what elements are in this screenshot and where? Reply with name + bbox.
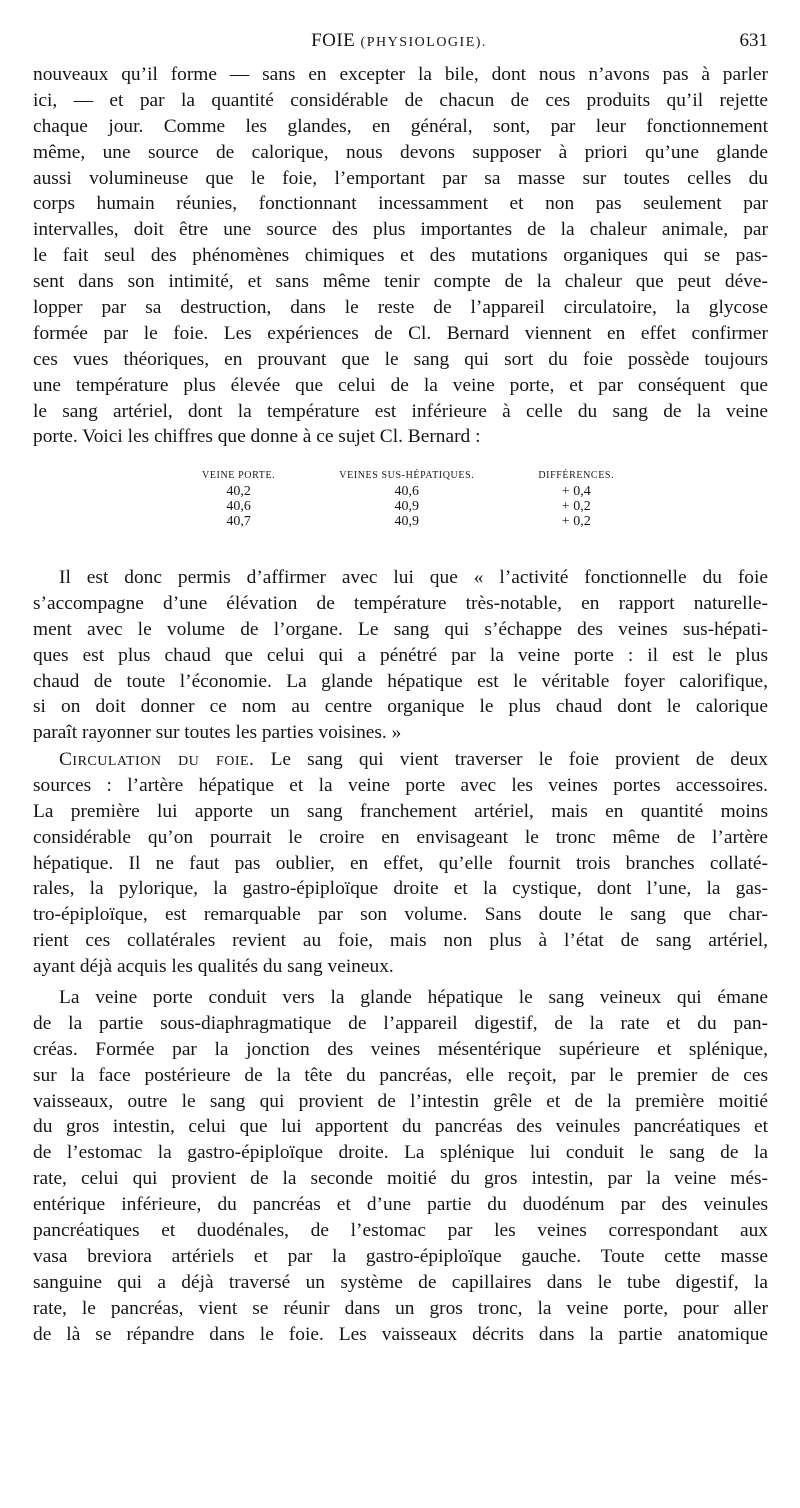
paragraph-3-body <box>33 773 768 980</box>
page-number: 631 <box>739 30 768 51</box>
text-line: formée par le foie. Les expériences de Cl. Bernard viennent en effet confirmer <box>33 322 768 344</box>
text-line: intervalles, doit être une source des plus importantes de la chaleur animale, par <box>33 219 768 241</box>
text-line: du gros intestin, celui que lui apportent du pancréas des veinules pancréatiques et <box>33 1116 768 1138</box>
table-row <box>170 484 646 499</box>
column-header: VEINE PORTE. <box>202 470 276 481</box>
column-header: VEINES SUS-HÉPATIQUES. <box>339 470 475 481</box>
text-line: le sang artériel, dont la température est inférieure à celle du sang de la veine <box>33 400 768 422</box>
text-line: sent dans son intimité, et sans même tenir compte de la chaleur que peut déve- <box>33 271 768 293</box>
text-line: si on doit donner ce nom au centre organique le plus chaud dont le calorique <box>33 696 768 718</box>
text-line: ment avec le volume de l’organe. Le sang qui s’échappe des veines sus-hépati- <box>33 618 768 640</box>
text-line: La veine porte conduit vers la glande hépatique le sang veineux qui émane <box>59 987 768 1008</box>
text-line: rales, la pylorique, la gastro-épiploïque droite et la cystique, dont l’une, la gas- <box>33 878 768 900</box>
table-cell: + 0,2 <box>561 514 591 529</box>
paragraph-2 <box>33 565 768 746</box>
text-line: aussi volumineuse que le foie, l’emportant par sa masse sur toutes celles du <box>33 167 768 189</box>
text-line: le fait seul des phénomènes chimiques et des mutations organiques qui se pas- <box>33 245 768 267</box>
table-cell: 40,7 <box>226 514 251 529</box>
paragraph-3 <box>33 747 768 980</box>
text-line: paraît rayonner sur toutes les parties voisines. » <box>33 722 402 744</box>
header-subtitle: (PHYSIOLOGIE). <box>360 35 487 50</box>
text-line: rient ces collatérales revient au foie, mais non plus à l’état de sang artériel, <box>33 930 768 952</box>
column-header: DIFFÉRENCES. <box>538 470 615 481</box>
text-line: sur la face postérieure de la tête du pancréas, elle reçoit, par le premier de ces <box>33 1064 768 1086</box>
running-title <box>30 30 768 52</box>
text-line: entérique inférieure, du pancréas et d’une partie du duodénum par des veinules <box>33 1194 768 1216</box>
text-line: corps humain réunies, fonctionnant incessamment et non pas seulement par <box>33 193 768 215</box>
text-line: de l’estomac la gastro-épiploïque droite. La splénique lui conduit le sang de la <box>33 1142 768 1164</box>
text-line: chaque jour. Comme les glandes, en général, sont, par leur fonctionnement <box>33 115 768 137</box>
table-cell: + 0,4 <box>561 484 591 499</box>
table-header-row <box>170 470 646 484</box>
text-line: tro-épiploïque, est remarquable par son volume. Sans doute le sang que char- <box>33 904 768 926</box>
text-line: ayant déjà acquis les qualités du sang veineux. <box>33 956 394 978</box>
text-line: vasa breviora artériels et par la gastro-épiploïque gauche. Toute cette masse <box>33 1245 768 1267</box>
text-line: même, une source de calorique, nous devons supposer à priori qu’une glande <box>33 141 768 163</box>
text-line: vaisseaux, outre le sang qui provient de l’intestin grêle et de la première moitié <box>33 1090 768 1112</box>
header-title: FOIE <box>311 30 356 51</box>
text-line-content: Le sang qui vient traverser le foie provient de deux <box>270 749 768 770</box>
paragraph-4 <box>33 985 768 1347</box>
text-line: s’accompagne d’une élévation de température très-notable, en rapport naturelle- <box>33 592 768 614</box>
text-line: porte. Voici les chiffres que donne à ce sujet Cl. Bernard : <box>33 426 481 448</box>
text-line: rate, le pancréas, vient se réunir dans un gros tronc, la veine porte, pour aller <box>33 1297 768 1319</box>
text-line: créas. Formée par la jonction des veines mésentérique supérieure et splénique, <box>33 1038 768 1060</box>
table-row <box>170 499 646 514</box>
text-line: ques est plus chaud que celui qui a pénétré par la veine porte : il est le plus <box>33 644 768 666</box>
table-cell: + 0,2 <box>561 499 591 514</box>
running-header <box>30 30 768 56</box>
text-line: ici, — et par la quantité considérable de chacun de ces produits qu’il rejette <box>33 89 768 111</box>
text-line: sanguine qui a déjà traversé un système de capillaires dans le tube digestif, la <box>33 1271 768 1293</box>
table-row <box>170 514 646 529</box>
section-heading: Circulation du foie. <box>59 749 255 770</box>
text-line: sources : l’artère hépatique et la veine porte avec les veines portes accessoires. <box>33 774 768 796</box>
text-line: considérable qu’on pourrait le croire en envisageant le tronc même de l’artère <box>33 826 768 848</box>
text-line <box>33 747 768 773</box>
text-line: de là se répandre dans le foie. Les vaisseaux décrits dans la partie anatomique <box>33 1323 768 1345</box>
paragraph-1 <box>33 62 768 450</box>
text-line: ces vues théoriques, en prouvant que le sang qui sort du foie possède toujours <box>33 348 768 370</box>
text-line: La première lui apporte un sang franchement artériel, mais en quantité moins <box>33 800 768 822</box>
text-line: rate, celui qui provient de la seconde moitié du gros intestin, par la veine més- <box>33 1168 768 1190</box>
temperature-table <box>170 470 646 529</box>
text-line: Il est donc permis d’affirmer avec lui que « l’activité fonctionnelle du foie <box>59 567 768 588</box>
text-line: une température plus élevée que celui de la veine porte, et par conséquent que <box>33 374 768 396</box>
table-cell: 40,9 <box>394 499 420 514</box>
text-line: hépatique. Il ne faut pas oublier, en effet, qu’elle fournit trois branches collaté- <box>33 852 768 874</box>
text-line: chaud de toute l’économie. La glande hépatique est le véritable foyer calorifique, <box>33 670 768 692</box>
table-cell: 40,6 <box>394 484 420 499</box>
table-cell: 40,6 <box>226 499 251 514</box>
text-line: pancréatiques et duodénales, de l’estomac par les veines correspondant aux <box>33 1220 768 1242</box>
text-line: lopper par sa destruction, dans le reste de l’appareil circulatoire, la glycose <box>33 297 768 319</box>
text-line: nouveaux qu’il forme — sans en excepter la bile, dont nous n’avons pas à parler <box>33 64 768 85</box>
table-cell: 40,2 <box>226 484 251 499</box>
table-cell: 40,9 <box>394 514 420 529</box>
text-line: de la partie sous-diaphragmatique de l’appareil digestif, de la rate et du pan- <box>33 1012 768 1034</box>
